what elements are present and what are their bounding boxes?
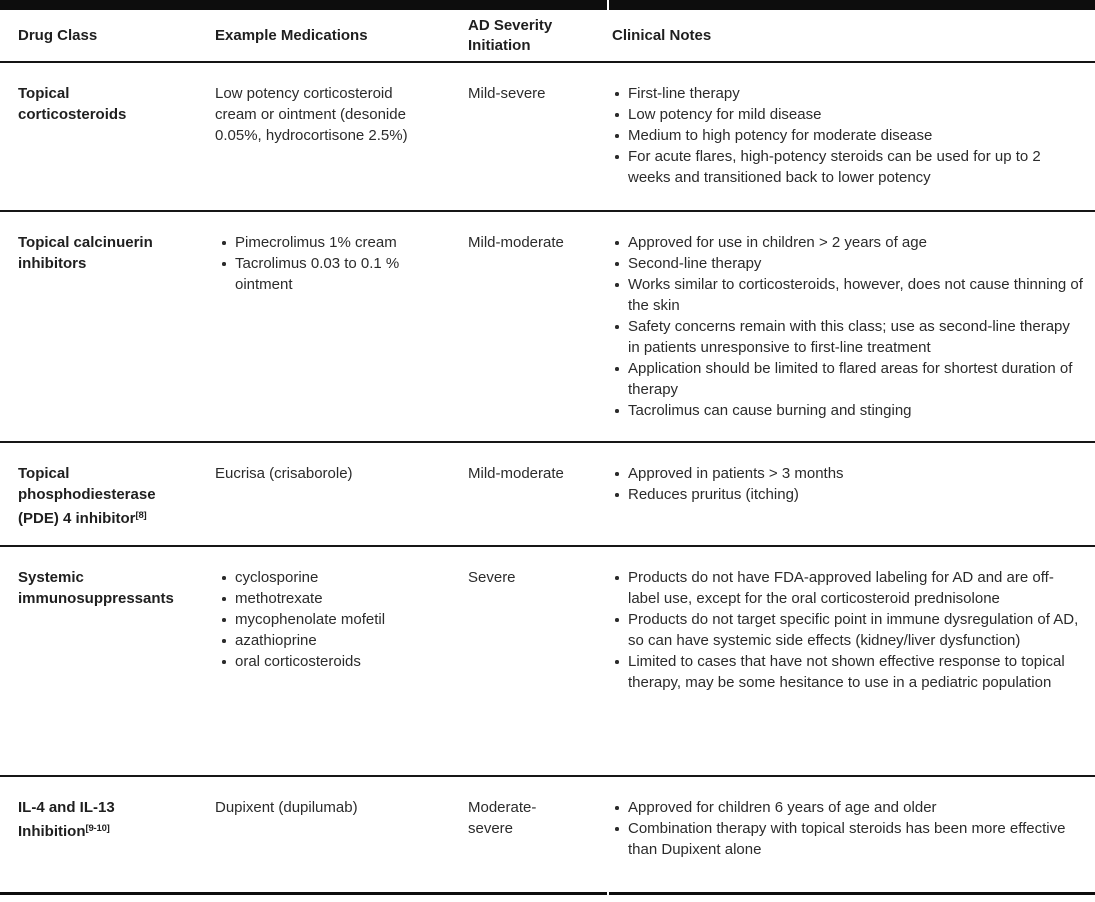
table-row — [0, 63, 1095, 212]
clinical-note-text: Approved in patients > 3 months — [628, 465, 844, 482]
clinical-note-item — [612, 253, 1085, 274]
medication-text: mycophenolate mofetil — [235, 611, 386, 628]
clinical-note-text: Low potency for mild disease — [628, 106, 822, 123]
clinical-note-text: Tacrolimus can cause burning and stinging — [628, 402, 912, 419]
clinical-note-text: First-line therapy — [628, 85, 740, 102]
medication-item — [215, 630, 434, 651]
medication-text: Tacrolimus 0.03 to 0.1 % ointment — [235, 255, 400, 293]
clinical-note-text: Works similar to corticosteroids, however, does not cause thinning of the skin — [628, 276, 1083, 314]
clinical-note-item — [612, 818, 1085, 860]
medications-cell — [197, 443, 450, 545]
column-header-clinical-notes: Clinical Notes — [612, 26, 712, 44]
column-header-ad-severity-initiation: AD Severity Initiation — [468, 16, 553, 54]
table-row — [0, 777, 1095, 892]
drug-class-cell — [0, 443, 197, 545]
clinical-note-item — [612, 232, 1085, 253]
medication-text: cyclosporine — [235, 569, 319, 586]
severity-cell: Mild-moderate — [468, 465, 564, 482]
medication-text: methotrexate — [235, 590, 323, 607]
medication-text: oral corticosteroids — [235, 653, 361, 670]
column-header-drug-class: Drug Class — [18, 26, 98, 44]
clinical-note-text: Application should be limited to flared areas for shortest duration of therapy — [628, 360, 1073, 398]
drug-class-name: IL-4 and IL-13 Inhibition — [18, 799, 115, 840]
bottom-border-left-segment — [0, 892, 607, 895]
medication-item — [215, 463, 434, 484]
medication-item — [215, 651, 434, 672]
clinical-note-item — [612, 651, 1085, 693]
table-bottom-border — [0, 892, 1095, 895]
drug-class-name: Topical corticosteroids — [18, 85, 127, 123]
medication-text: Low potency corticosteroid cream or ointment (desonide 0.05%, hydrocortisone 2.5%) — [215, 85, 408, 144]
clinical-note-text: Safety concerns remain with this class; use as second-line therapy in patients unresponsive to first-line treatment — [628, 318, 1070, 356]
clinical-note-text: Medium to high potency for moderate disease — [628, 127, 933, 144]
drug-class-cell — [0, 212, 197, 441]
clinical-note-item — [612, 83, 1085, 104]
medication-item — [215, 588, 434, 609]
severity-cell: Mild-severe — [468, 85, 546, 102]
table-row — [0, 443, 1095, 547]
clinical-note-text: Products do not have FDA-approved labeling for AD and are off-label use, except for the oral corticosteroid prednisolone — [628, 569, 1054, 607]
top-border-right-segment — [609, 0, 1095, 10]
severity-cell: Moderate-severe — [468, 799, 537, 837]
drug-class-cell — [0, 547, 197, 775]
column-header-example-medications: Example Medications — [215, 26, 368, 44]
medication-item — [215, 232, 434, 253]
clinical-note-text: Limited to cases that have not shown effective response to topical therapy, may be some hesitance to use in a pediatric population — [628, 653, 1065, 691]
clinical-note-text: For acute flares, high-potency steroids can be used for up to 2 weeks and transitioned back to lower potency — [628, 148, 1041, 186]
drug-class-cell — [0, 777, 197, 892]
drug-class-name: Topical calcinuerin inhibitors — [18, 234, 153, 272]
clinical-notes-cell — [600, 777, 1095, 892]
clinical-notes-cell — [600, 63, 1095, 210]
reference-superscript: [9-10] — [85, 823, 110, 834]
medication-text: Dupixent (dupilumab) — [215, 799, 358, 816]
clinical-note-item — [612, 567, 1085, 609]
clinical-note-text: Reduces pruritus (itching) — [628, 486, 799, 503]
medication-item — [215, 797, 434, 818]
medications-cell — [197, 777, 450, 892]
clinical-note-item — [612, 609, 1085, 651]
medications-cell — [197, 547, 450, 775]
reference-superscript: [8] — [135, 510, 147, 521]
medication-item — [215, 567, 434, 588]
drug-class-cell — [0, 63, 197, 210]
clinical-note-text: Combination therapy with topical steroids has been more effective than Dupixent alone — [628, 820, 1066, 858]
clinical-note-item — [612, 484, 1085, 505]
drug-class-name: Systemic immunosuppressants — [18, 569, 174, 607]
medication-text: Pimecrolimus 1% cream — [235, 234, 397, 251]
severity-cell: Severe — [468, 569, 516, 586]
medications-cell — [197, 212, 450, 441]
medication-text: azathioprine — [235, 632, 317, 649]
clinical-note-text: Second-line therapy — [628, 255, 762, 272]
clinical-note-text: Approved for use in children > 2 years of age — [628, 234, 927, 251]
medication-item — [215, 253, 434, 295]
clinical-note-item — [612, 400, 1085, 421]
clinical-notes-cell — [600, 443, 1095, 545]
table-top-border — [0, 0, 1095, 10]
medication-text: Eucrisa (crisaborole) — [215, 465, 353, 482]
drug-class-name: Topical phosphodiesterase (PDE) 4 inhibitor — [18, 465, 156, 527]
table-header-row — [0, 10, 1095, 63]
clinical-note-item — [612, 358, 1085, 400]
medication-item — [215, 609, 434, 630]
bottom-border-right-segment — [609, 892, 1095, 895]
clinical-notes-cell — [600, 547, 1095, 775]
clinical-note-item — [612, 463, 1085, 484]
medication-item — [215, 83, 434, 146]
clinical-note-item — [612, 125, 1085, 146]
clinical-note-item — [612, 797, 1085, 818]
clinical-note-item — [612, 274, 1085, 316]
clinical-notes-cell — [600, 212, 1095, 441]
clinical-note-item — [612, 104, 1085, 125]
top-border-left-segment — [0, 0, 607, 10]
clinical-note-item — [612, 146, 1085, 188]
table-row — [0, 547, 1095, 777]
medications-cell — [197, 63, 450, 210]
clinical-note-text: Approved for children 6 years of age and older — [628, 799, 937, 816]
clinical-note-text: Products do not target specific point in immune dysregulation of AD, so can have systemic side effects (kidney/liver dysfunction) — [628, 611, 1079, 649]
table-body — [0, 63, 1095, 892]
table-row — [0, 212, 1095, 443]
clinical-note-item — [612, 316, 1085, 358]
severity-cell: Mild-moderate — [468, 234, 564, 251]
